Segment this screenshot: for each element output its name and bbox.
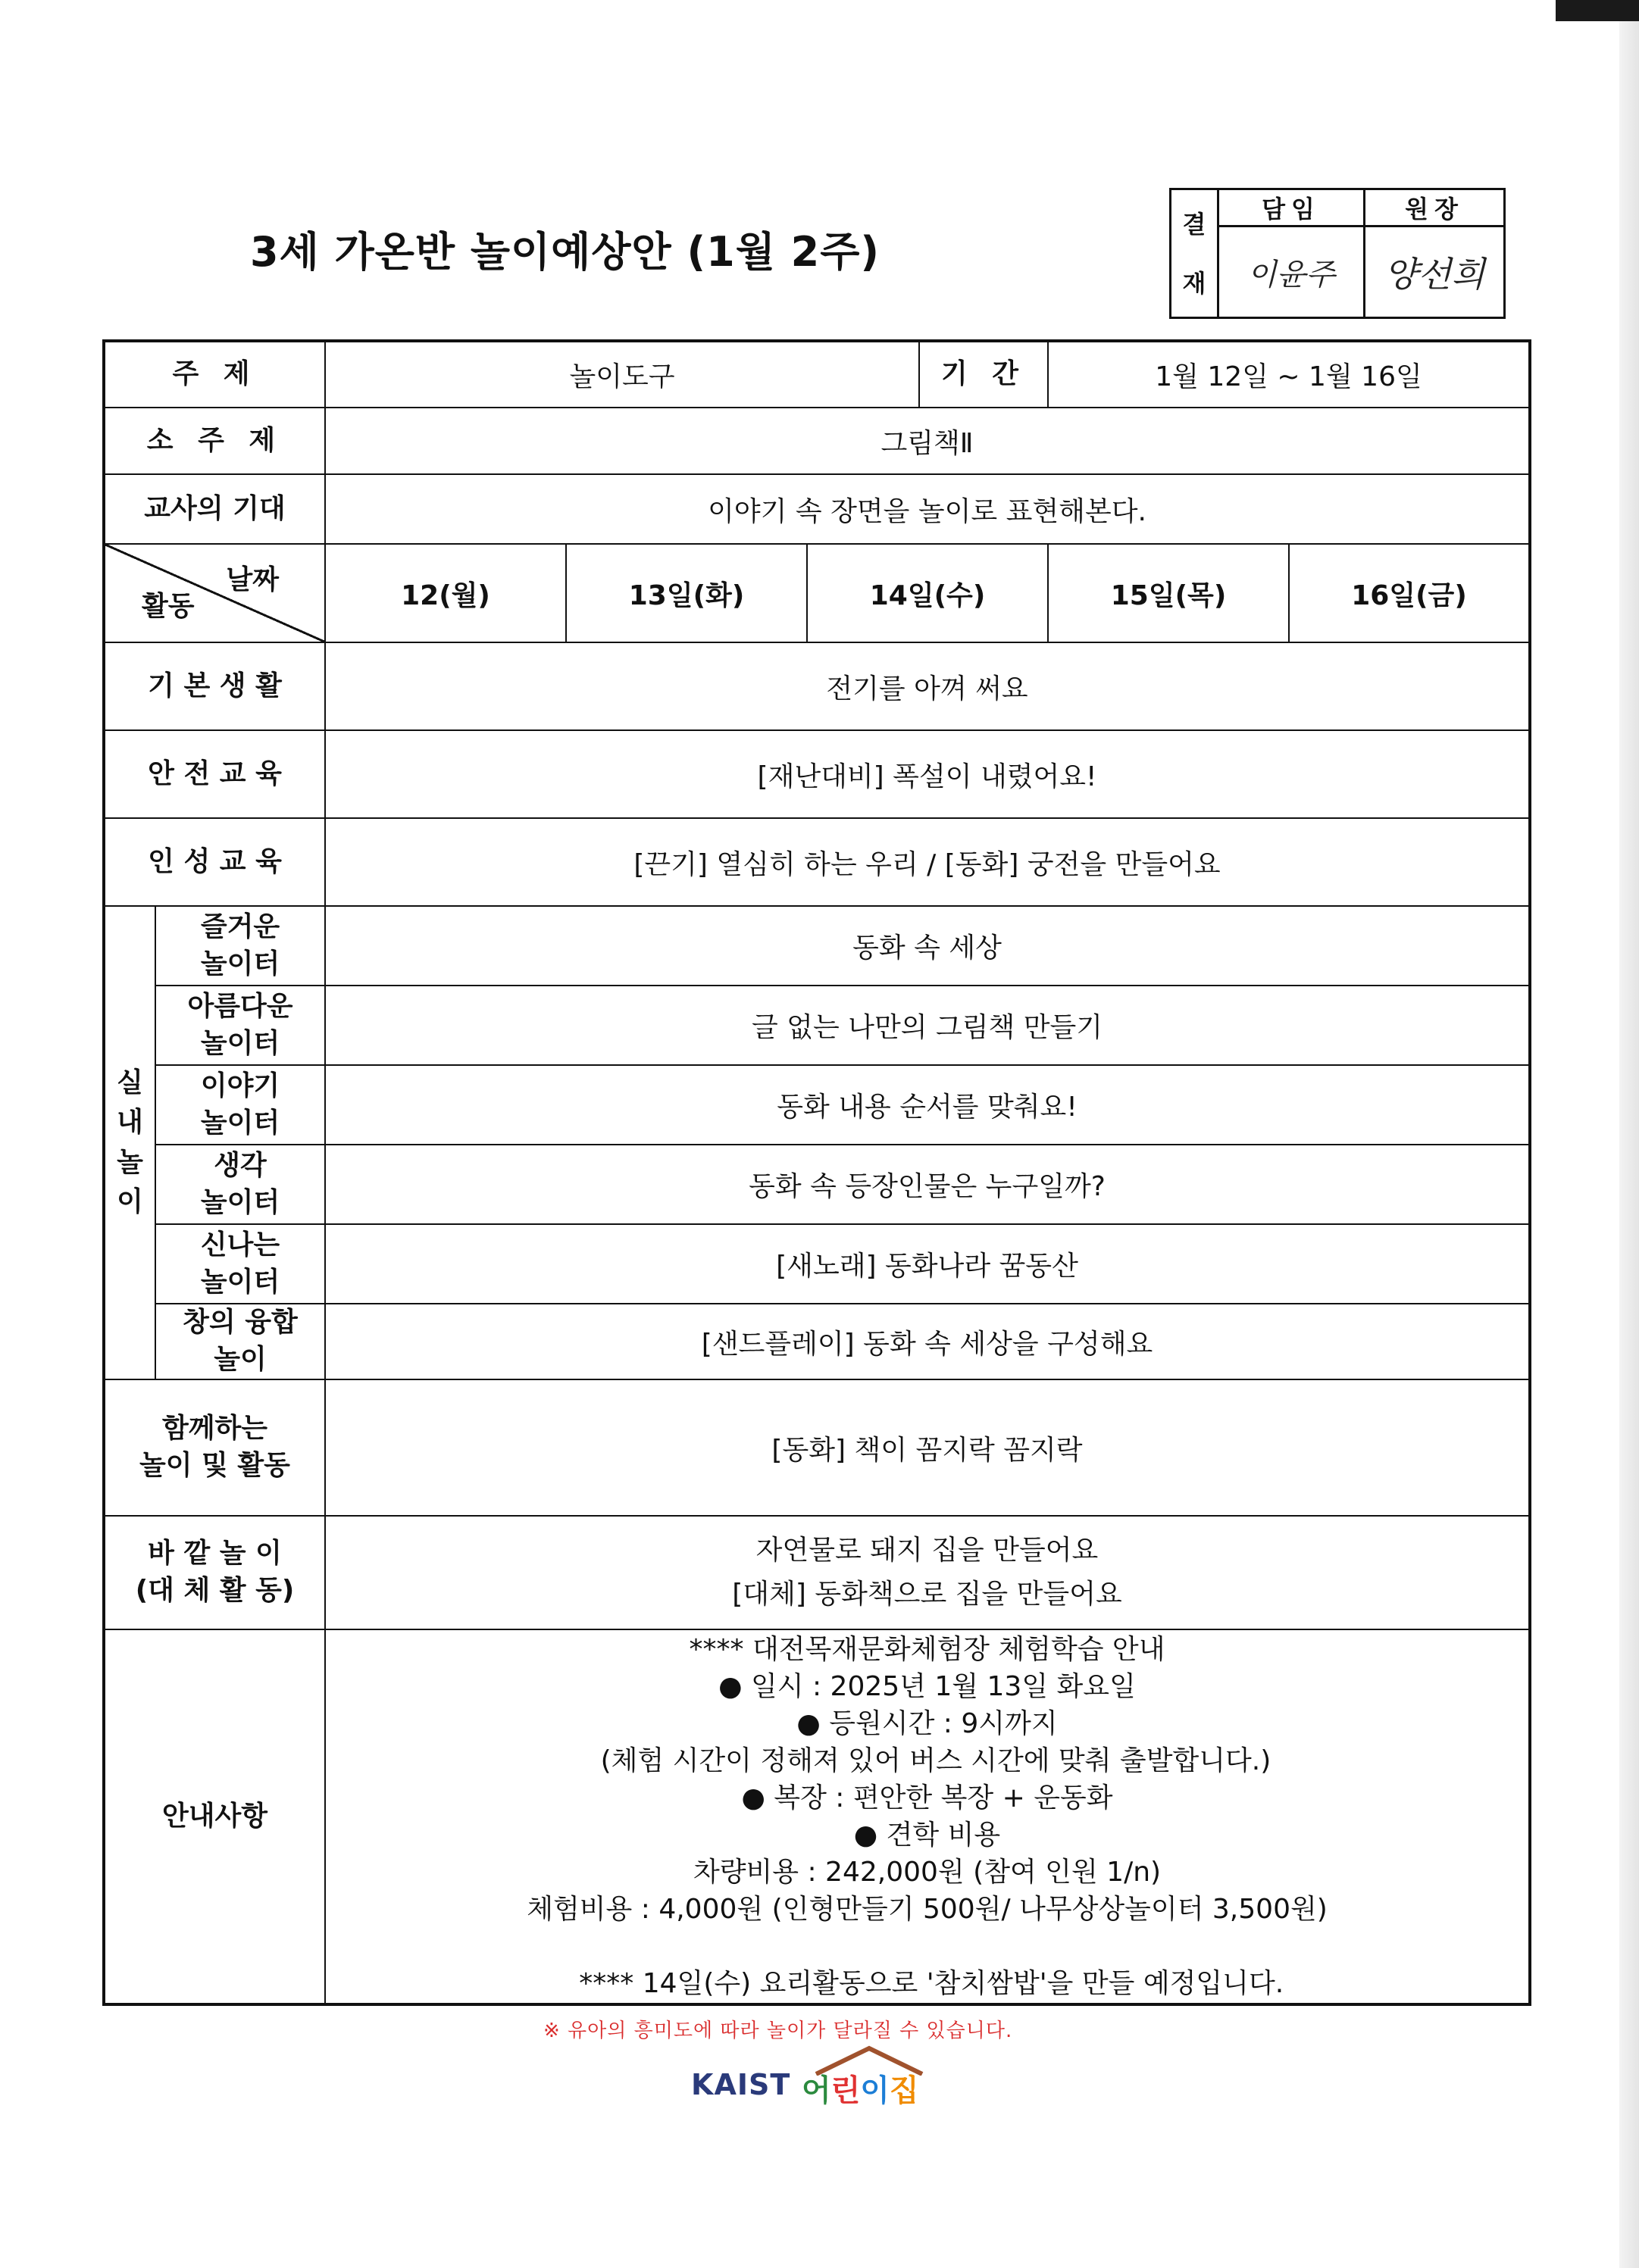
- indoor-area-value: 동화 내용 순서를 맞춰요!: [325, 1065, 1530, 1145]
- indoor-area-value: 동화 속 세상: [325, 906, 1530, 986]
- indoor-area-label: 창의 융합 놀이: [155, 1304, 325, 1379]
- notice-line: [326, 1928, 1528, 1965]
- indoor-area-label: 생각 놀이터: [155, 1145, 325, 1224]
- notice-line: ● 등원시간 : 9시까지: [796, 1708, 1058, 1739]
- footnote: ※ 유아의 흥미도에 따라 놀이가 달라질 수 있습니다.: [543, 2020, 1013, 2042]
- logo-korean-text: 어린이집: [802, 2073, 919, 2108]
- outdoor-line: 자연물로 돼지 집을 만들어요: [755, 1535, 1099, 1566]
- background-corner: [1556, 0, 1639, 21]
- paper-edge: [1619, 0, 1639, 2268]
- period-value: 1월 12일 ~ 1월 16일: [1048, 341, 1530, 408]
- notice-line: (체험 시간이 정해져 있어 버스 시간에 맞춰 출발합니다.): [583, 1745, 1271, 1776]
- notice-line: 차량비용 : 242,000원 (참여 인원 1/n): [693, 1857, 1162, 1888]
- page-title: 3세 가온반 놀이예상안 (1월 2주): [250, 228, 880, 276]
- safety-value: [재난대비] 폭설이 내렸어요!: [325, 730, 1530, 818]
- period-label: 기 간: [919, 341, 1048, 408]
- approval-side-label: 결 재: [1171, 189, 1218, 318]
- together-value: [동화] 책이 꼼지락 꼼지락: [325, 1379, 1530, 1516]
- notice-line: ● 복장 : 편안한 복장 + 운동화: [741, 1782, 1113, 1813]
- teacher-signature: 이윤주: [1218, 226, 1365, 318]
- indoor-area-label: 이야기 놀이터: [155, 1065, 325, 1145]
- outdoor-label: 바 깥 놀 이 (대 체 활 동): [104, 1516, 325, 1629]
- director-label: 원장: [1365, 189, 1505, 226]
- kaist-daycare-logo: [691, 2045, 949, 2113]
- character-value: [끈기] 열심히 하는 우리 / [동화] 궁전을 만들어요: [325, 818, 1530, 906]
- notice-line: **** 대전목재문화체험장 체험학습 안내: [689, 1634, 1165, 1665]
- theme-value: 놀이도구: [325, 341, 919, 408]
- character-label: 인 성 교 육: [104, 818, 325, 906]
- notice-line: 체험비용 : 4,000원 (인형만들기 500원/ 나무상상놀이터 3,500원): [527, 1894, 1328, 1925]
- activity-label: 활동: [142, 591, 195, 622]
- day-header-wed: 14일(수): [807, 544, 1048, 642]
- plan-table: [102, 339, 1531, 2006]
- together-label: 함께하는 놀이 및 활동: [104, 1379, 325, 1516]
- theme-label: 주 제: [104, 341, 325, 408]
- head-teacher-label: 담임: [1218, 189, 1365, 226]
- notice-label: 안내사항: [104, 1629, 325, 2004]
- day-header-thu: 15일(목): [1048, 544, 1289, 642]
- safety-label: 안 전 교 육: [104, 730, 325, 818]
- approval-box: [1169, 188, 1506, 319]
- indoor-area-label: 신나는 놀이터: [155, 1224, 325, 1304]
- indoor-area-value: 글 없는 나만의 그림책 만들기: [325, 986, 1530, 1065]
- expectation-value: 이야기 속 장면을 놀이로 표현해본다.: [325, 474, 1530, 544]
- notice-content: [325, 1629, 1530, 2004]
- subtheme-value: 그림책Ⅱ: [325, 408, 1530, 474]
- date-activity-header: [104, 544, 325, 642]
- daily-life-label: 기 본 생 활: [104, 642, 325, 730]
- director-signature: 양선희: [1365, 226, 1505, 318]
- day-header-mon: 12(월): [325, 544, 566, 642]
- day-header-fri: 16일(금): [1289, 544, 1530, 642]
- indoor-area-value: 동화 속 등장인물은 누구일까?: [325, 1145, 1530, 1224]
- logo-kaist-text: KAIST: [691, 2068, 791, 2101]
- indoor-area-value: [새노래] 동화나라 꿈동산: [325, 1224, 1530, 1304]
- daily-life-value: 전기를 아껴 써요: [325, 642, 1530, 730]
- expectation-label: 교사의 기대: [104, 474, 325, 544]
- indoor-area-value: [샌드플레이] 동화 속 세상을 구성해요: [325, 1304, 1530, 1379]
- indoor-area-label: 즐거운 놀이터: [155, 906, 325, 986]
- notice-line: ● 일시 : 2025년 1월 13일 화요일: [718, 1671, 1136, 1702]
- indoor-area-label: 아름다운 놀이터: [155, 986, 325, 1065]
- indoor-play-label: 실 내 놀 이: [104, 906, 155, 1379]
- notice-line: ● 견학 비용: [853, 1820, 1001, 1851]
- outdoor-value: [325, 1516, 1530, 1629]
- notice-line: **** 14일(수) 요리활동으로 '참치쌈밥'을 만들 예정입니다.: [570, 1968, 1284, 1999]
- day-header-tue: 13일(화): [566, 544, 807, 642]
- subtheme-label: 소 주 제: [104, 408, 325, 474]
- date-label: 날짜: [226, 564, 279, 595]
- outdoor-line: [대체] 동화책으로 집을 만들어요: [732, 1579, 1122, 1610]
